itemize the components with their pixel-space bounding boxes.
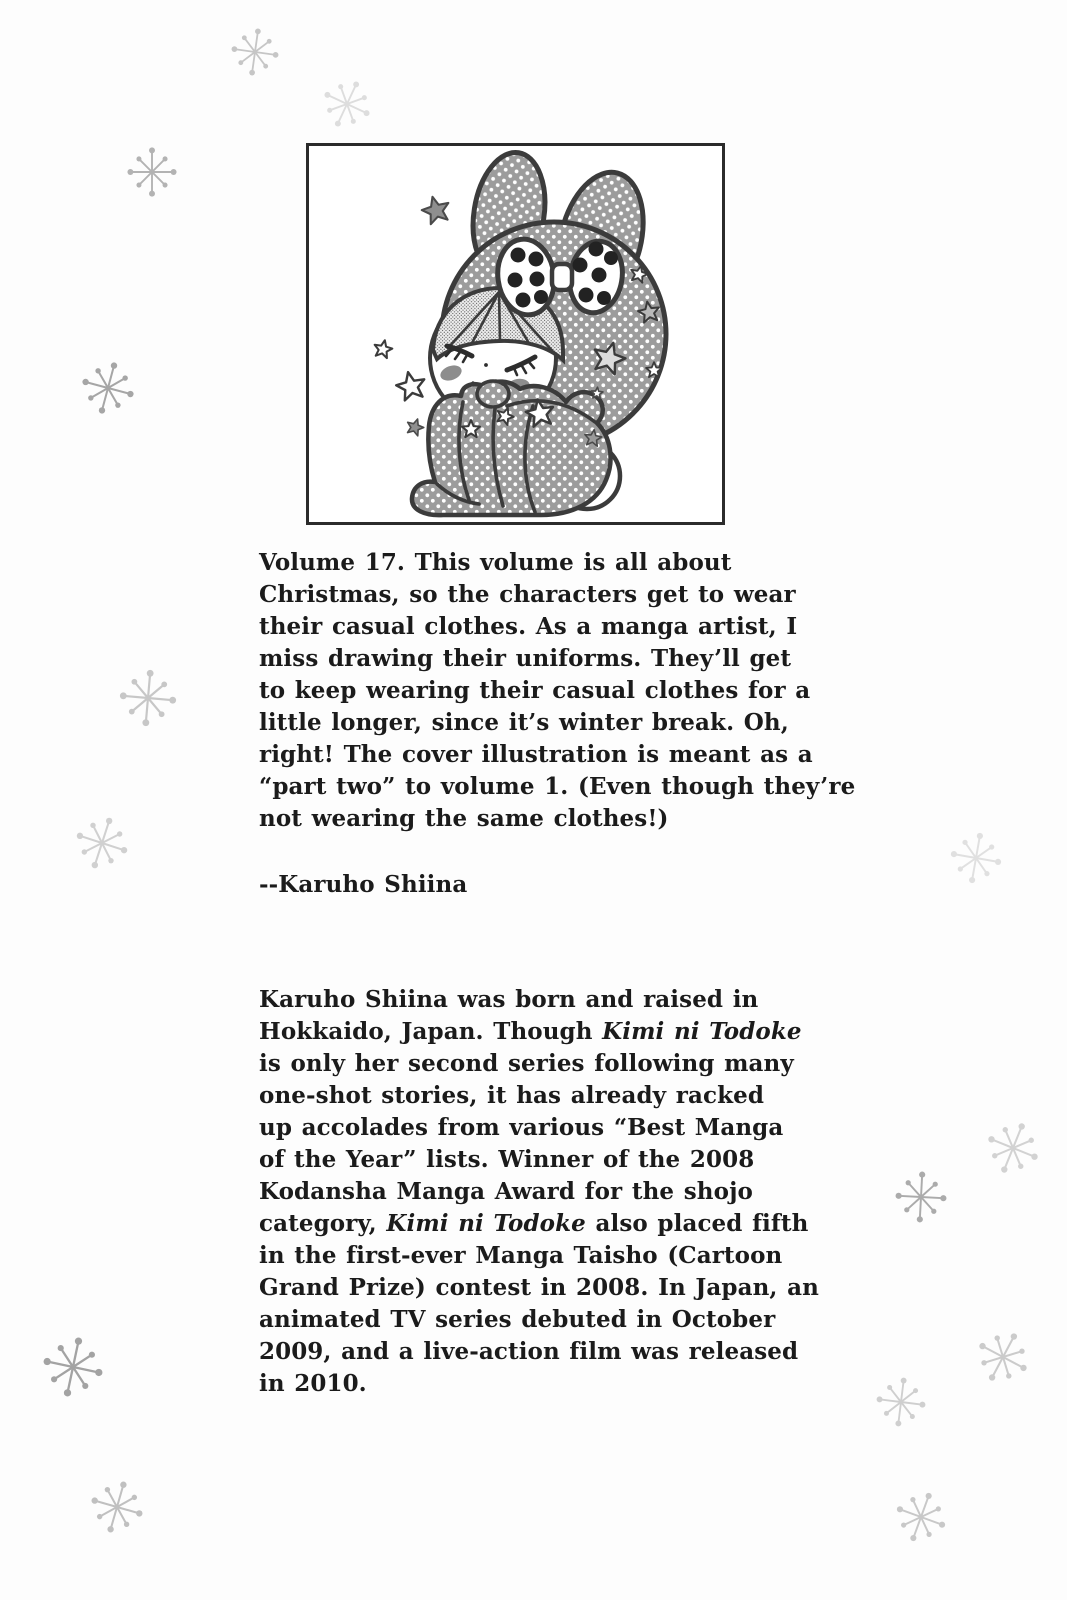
character-body: [412, 381, 611, 515]
text-line: Hokkaido, Japan. Though Kimi ni Todoke: [259, 1018, 802, 1045]
author-signature: --Karuho Shiina: [259, 871, 468, 898]
text-line: little longer, since it’s winter break. Oh,: [259, 709, 789, 736]
star-icon: [419, 193, 452, 225]
snowflake-icon: [40, 1334, 106, 1400]
text-line: Christmas, so the characters get to wear: [259, 581, 796, 608]
snowflake-icon: [984, 1119, 1042, 1177]
text-line: Volume 17. This volume is all about: [259, 549, 732, 576]
text-line: “part two” to volume 1. (Even though they’re: [259, 773, 856, 800]
snowflake-icon: [117, 667, 179, 729]
text-line: their casual clothes. As a manga artist, I: [259, 613, 798, 640]
hands: [477, 381, 509, 407]
text-line: animated TV series debuted in October: [259, 1306, 776, 1333]
text-line: miss drawing their uniforms. They’ll get: [259, 645, 792, 672]
snowflake-icon: [974, 1328, 1032, 1386]
snowflake-icon: [948, 830, 1004, 886]
text-line: Karuho Shiina was born and raised in: [259, 986, 759, 1013]
text-line: Grand Prize) contest in 2008. In Japan, an: [259, 1274, 819, 1301]
author-note-paragraph: [259, 547, 855, 835]
snowflake-icon: [88, 1478, 146, 1536]
snowflake-icon: [229, 26, 281, 78]
text-line: of the Year” lists. Winner of the 2008: [259, 1146, 755, 1173]
nose-dot: [484, 363, 488, 367]
text-line: Kodansha Manga Award for the shojo: [259, 1178, 753, 1205]
snowflake-icon: [125, 145, 179, 199]
text-line: category, Kimi ni Todoke also placed fifth: [259, 1210, 809, 1237]
star-icon: [394, 369, 428, 401]
text-line: is only her second series following many: [259, 1050, 794, 1077]
author-bio-paragraph: [259, 984, 819, 1400]
text-line: not wearing the same clothes!): [259, 805, 669, 832]
star-icon: [405, 416, 426, 436]
text-line: in the first-ever Manga Taisho (Cartoon: [259, 1242, 783, 1269]
text-line: to keep wearing their casual clothes for a: [259, 677, 811, 704]
snowflake-icon: [874, 1375, 928, 1429]
snowflake-icon: [73, 814, 131, 872]
bunny-character-illustration: [309, 146, 722, 522]
snowflake-icon: [893, 1169, 949, 1225]
text-line: in 2010.: [259, 1370, 367, 1397]
text-line: up accolades from various “Best Manga: [259, 1114, 784, 1141]
snowflake-icon: [893, 1489, 949, 1545]
snowflake-icon: [320, 77, 374, 131]
text-line: 2009, and a live-action film was released: [259, 1338, 799, 1365]
text-line: one-shot stories, it has already racked: [259, 1082, 765, 1109]
star-icon: [373, 338, 394, 358]
illustration-box: [306, 143, 725, 525]
text-line: right! The cover illustration is meant as a: [259, 741, 813, 768]
snowflake-icon: [79, 359, 137, 417]
